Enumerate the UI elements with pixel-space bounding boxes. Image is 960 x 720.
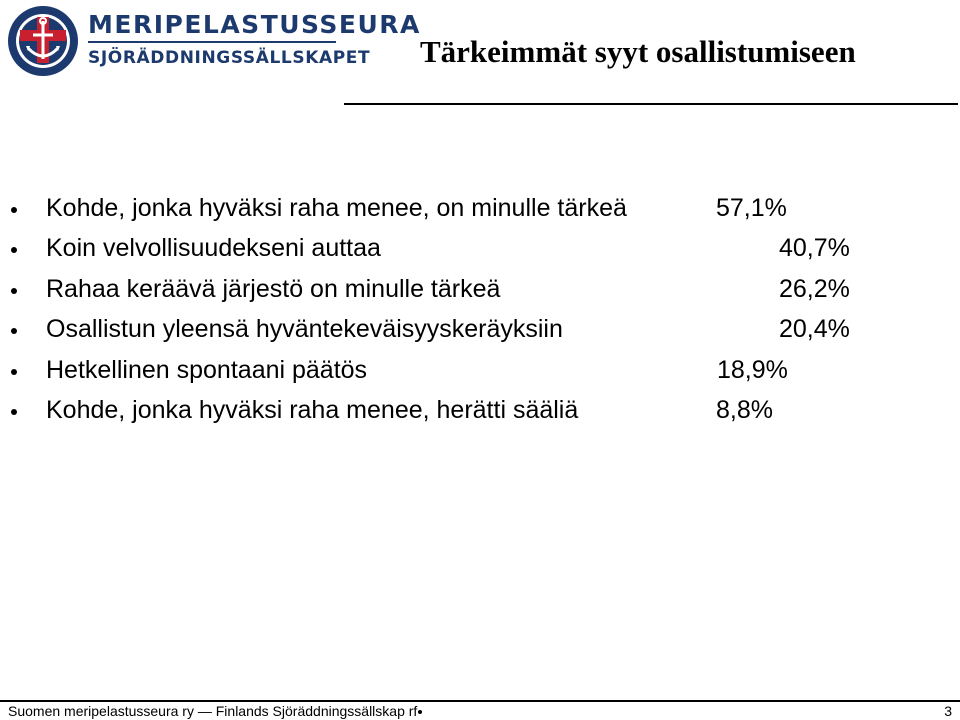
reason-text: Kohde, jonka hyväksi raha menee, on minulle tärkeä	[46, 194, 627, 222]
list-item	[0, 273, 960, 309]
list-item	[0, 232, 960, 268]
list-item	[0, 394, 960, 430]
reason-percentage: 40,7%	[779, 234, 850, 262]
bullet-icon	[11, 288, 17, 294]
org-name: MERIPELASTUSSEURA	[88, 10, 421, 39]
footer-text: Suomen meripelastusseura ry — Finlands Sjöräddningssällskap rf	[8, 703, 418, 719]
org-name-divider	[88, 41, 336, 43]
org-name-swedish: SJÖRÄDDNINGSSÄLLSKAPET	[88, 48, 371, 68]
sea-rescue-logo-icon	[6, 4, 80, 78]
bullet-icon	[11, 369, 17, 375]
footer-divider	[0, 700, 960, 702]
reason-text: Rahaa keräävä järjestö on minulle tärkeä	[46, 275, 501, 303]
reason-text: Koin velvollisuudekseni auttaa	[46, 234, 381, 262]
reason-percentage: 57,1%	[716, 194, 787, 222]
reason-text: Hetkellinen spontaani päätös	[46, 356, 368, 384]
reason-percentage: 26,2%	[779, 275, 850, 303]
page-number: 3	[944, 703, 952, 719]
footer-bullet-icon	[418, 710, 422, 714]
bullet-icon	[11, 247, 17, 253]
bullet-icon	[11, 207, 17, 213]
reason-percentage: 18,9%	[717, 356, 788, 384]
reason-percentage: 8,8%	[716, 396, 773, 424]
reason-percentage: 20,4%	[779, 315, 850, 343]
reason-text: Kohde, jonka hyväksi raha menee, herätti sääliä	[46, 396, 579, 424]
reason-text: Osallistun yleensä hyväntekeväisyyskeräyksiin	[46, 315, 563, 343]
list-item	[0, 313, 960, 349]
slide-title: Tärkeimmät syyt osallistumiseen	[420, 34, 856, 69]
header-divider	[344, 103, 958, 105]
list-item	[0, 354, 960, 390]
bullet-icon	[11, 409, 17, 415]
bullet-icon	[11, 328, 17, 334]
list-item	[0, 192, 960, 228]
